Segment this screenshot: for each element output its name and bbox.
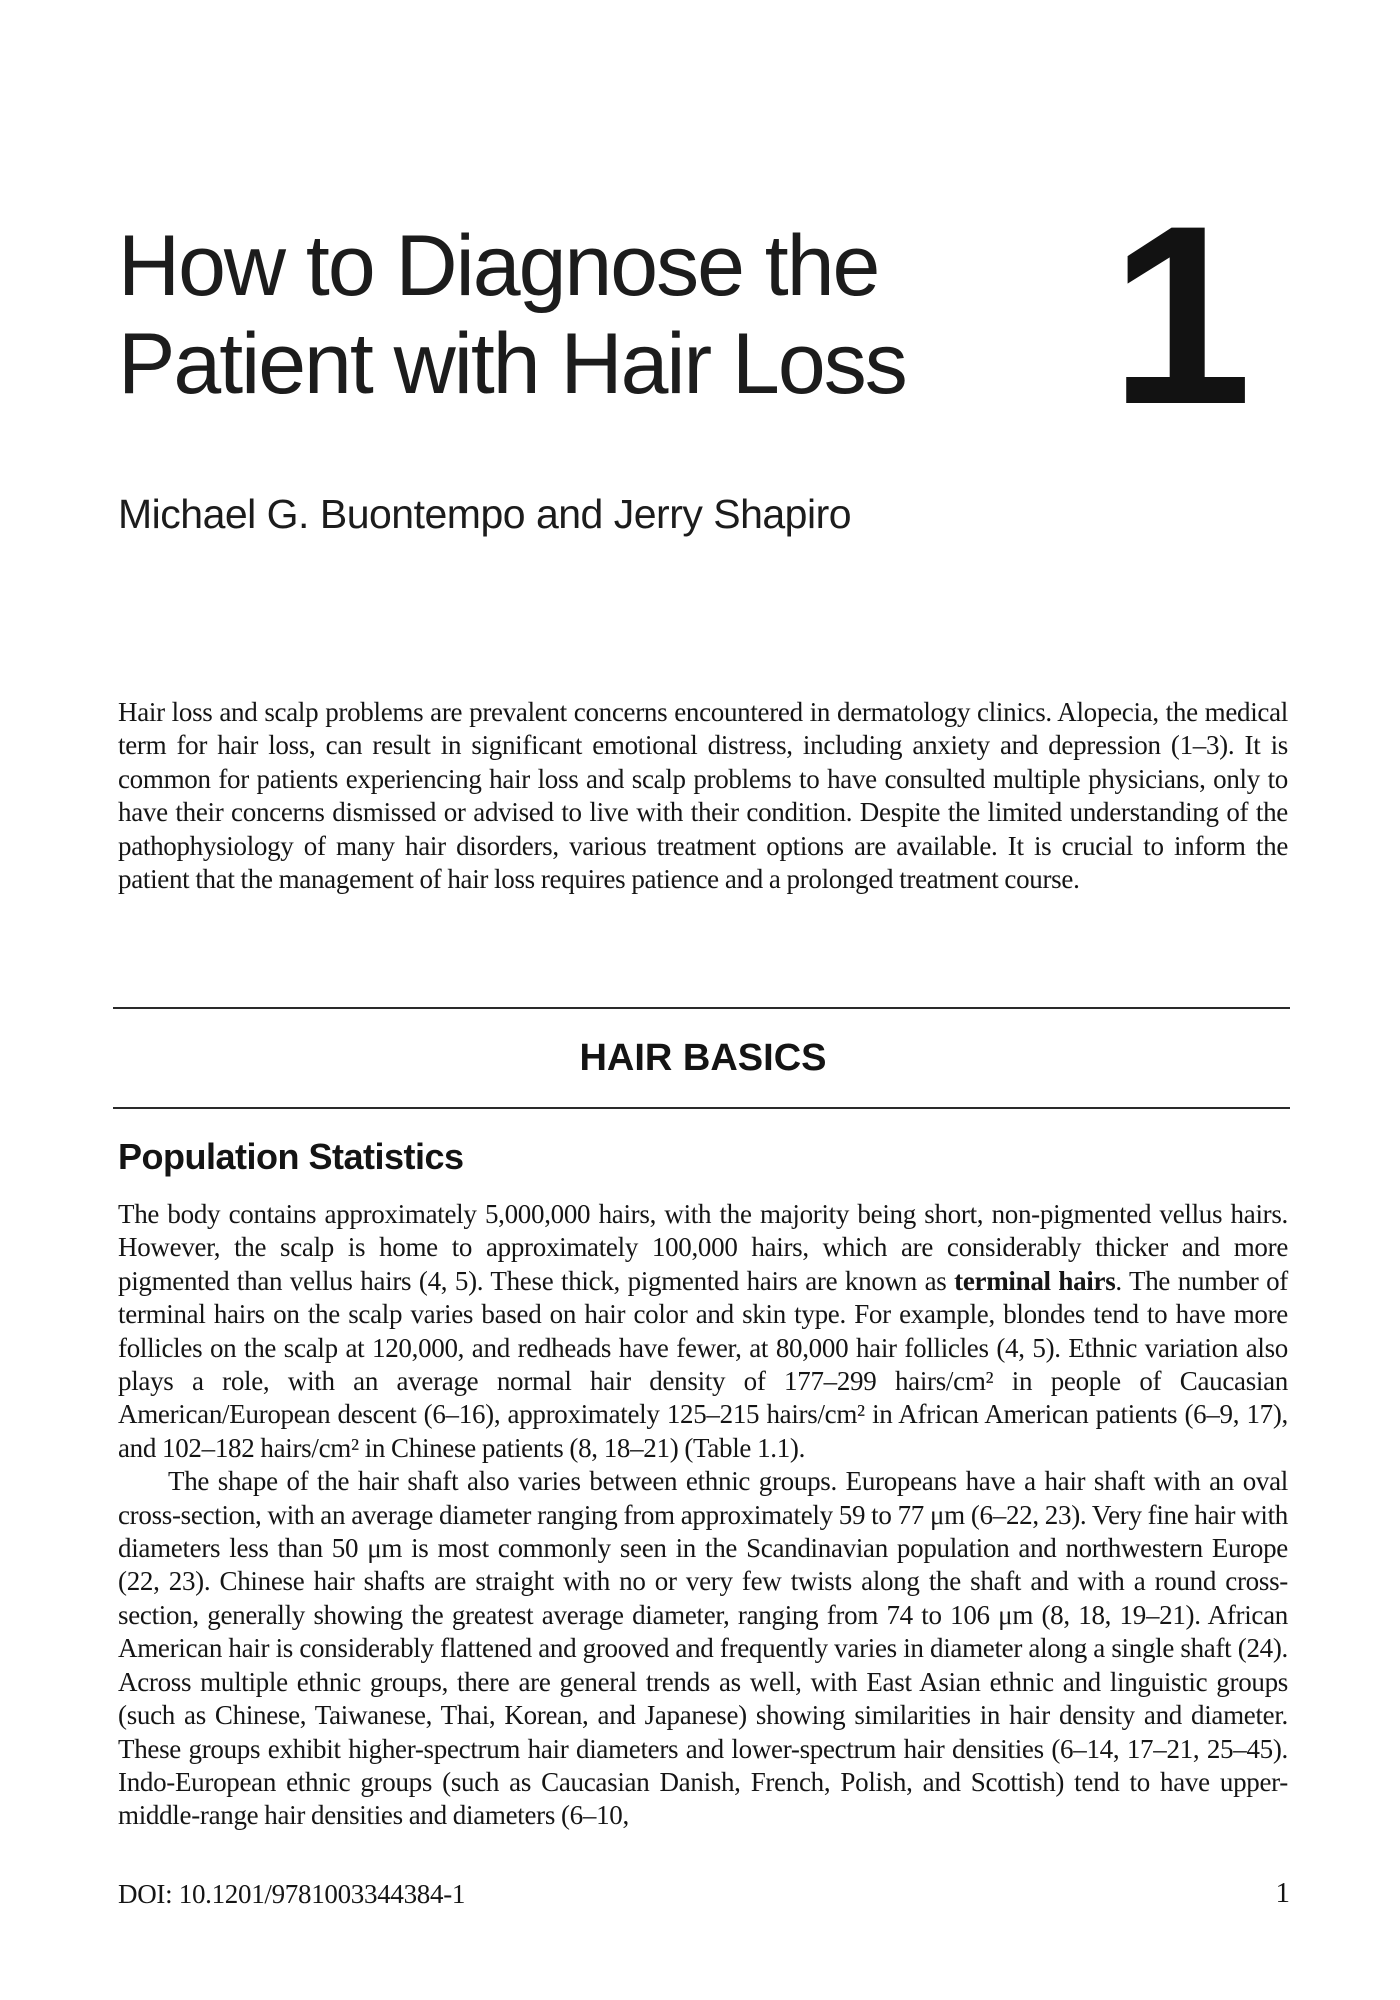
chapter-title-line-2: Patient with Hair Loss [118, 316, 906, 412]
body-paragraph-2: The shape of the hair shaft also varies between ethnic groups. Europeans have a hair shaft with an oval cross-section, with an average diameter ranging from approximately 59 to 77 μm (6–22, 23). Very fine hair with diameters less than 50 μm is most commonly seen in the Scandinavian population and northwestern Europe (22, 23). Chinese hair shafts are straight with no or very few twists along the shaft and with a round cross-section, generally showing the greatest average diameter, ranging from 74 to 106 μm (8, 18, 19–21). African American hair is considerably flattened and grooved and frequently varies in diameter along a single shaft (24). Across multiple ethnic groups, there are general trends as well, with East Asian ethnic and linguistic groups (such as Chinese, Taiwanese, Thai, Korean, and Japanese) showing similarities in hair density and diameter. These groups exhibit higher-spectrum hair diameters and lower-spectrum hair densities (6–14, 17–21, 25–45). Indo-European ethnic groups (such as Caucasian Danish, French, Polish, and Scottish) tend to have upper-middle-range hair densities and diameters (6–10, [118, 1466, 1288, 1831]
section-header-hair-basics: HAIR BASICS [579, 1037, 827, 1079]
chapter-title [118, 217, 1118, 413]
paragraph-1-text-end: . The number of terminal hairs on the scalp varies based on hair color and skin type. For example, blondes tend to have more follicles on the scalp at 120,000, and redheads have fewer, at 80,000 hair follicles (4, 5). Ethnic variation also plays a role, with an average normal hair density of 177–299 hairs/cm² in people of Caucasian American/European descent (6–16), approximately 125–215 hairs/cm² in African American patients (6–9, 17), and 102–182 hairs/cm² in Chinese patients (8, 18–21) (Table 1.1). [118, 1265, 1288, 1463]
paragraph-1-bold-term: terminal hairs [954, 1265, 1116, 1296]
section-rule-top [113, 1007, 1290, 1009]
authors-line: Michael G. Buontempo and Jerry Shapiro [118, 491, 852, 537]
paragraph-1-text-start: The body contains approximately 5,000,000 hairs, with the majority being short, non-pigmented vellus hairs. However, the scalp is home to approximately 100,000 hairs, which are considerably thicker and more pigmented than vellus hairs (4, 5). These thick, pigmented hairs are known as [118, 1199, 1288, 1296]
body-text-block [118, 1198, 1288, 1833]
intro-paragraph: Hair loss and scalp problems are prevalent concerns encountered in dermatology clinics. Alopecia, the medical term for hair loss, can result in significant emotional distress, including anxiety and depression (1–3). It is common for patients experiencing hair loss and scalp problems to have consulted multiple physicians, only to have their concerns dismissed or advised to live with their condition. Despite the limited understanding of the pathophysiology of many hair disorders, various treatment options are available. It is crucial to inform the patient that the management of hair loss requires patience and a prolonged treatment course. [118, 697, 1288, 895]
page-number: 1 [1275, 1877, 1290, 1909]
chapter-number: 1 [1110, 173, 1252, 458]
section-rule-bottom [113, 1107, 1290, 1109]
body-paragraph-1 [118, 1198, 1288, 1465]
chapter-title-line-1: How to Diagnose the [118, 218, 879, 314]
subsection-header-population-statistics: Population Statistics [118, 1136, 464, 1177]
footer-doi: DOI: 10.1201/9781003344384-1 [118, 1879, 466, 1909]
